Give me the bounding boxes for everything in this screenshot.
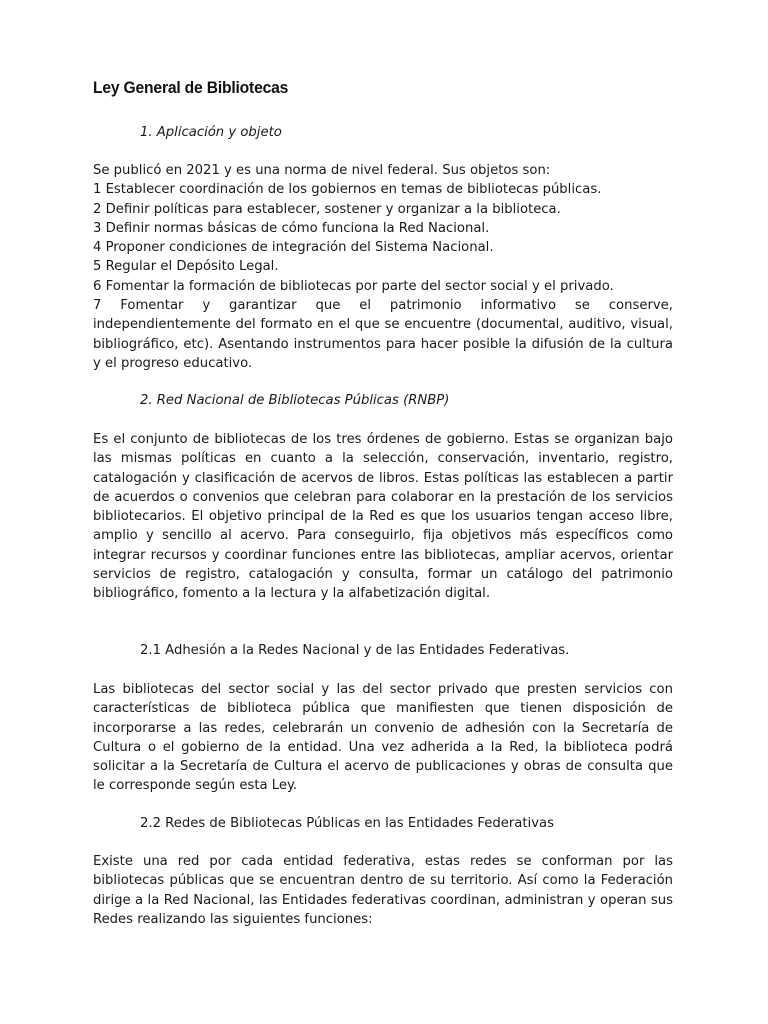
objective-item-2: 2 Definir políticas para establecer, sostener y organizar a la biblioteca.	[93, 201, 561, 217]
objective-item-7: 7 Fomentar y garantizar que el patrimonio informativo se conserve, independientemente del formato en el que se encuentre (documental, auditivo, visual, bibliográfico, etc). Asentando instrumentos para hacer posible la difusión de la cultura y el progreso educativo.	[93, 298, 673, 371]
objective-item-5: 5 Regular el Depósito Legal.	[93, 259, 279, 275]
objectives-intro: Se publicó en 2021 y es una norma de nivel federal. Sus objetos son:	[93, 163, 551, 178]
section-heading-1: 1. Aplicación y objeto	[140, 125, 282, 140]
objective-item-4: 4 Proponer condiciones de integración del Sistema Nacional.	[93, 240, 494, 256]
document-title: Ley General de Bibliotecas	[93, 78, 289, 97]
objective-item-3: 3 Definir normas básicas de cómo funciona la Red Nacional.	[93, 220, 490, 236]
section-2-body: Es el conjunto de bibliotecas de los tres órdenes de gobierno. Estas se organizan bajo las mismas políticas en cuanto a la selección, conservación, inventario, registro, catalogación y clasificación de acervos de libros. Estas políticas las establecen a partir de acuerdos o convenios que celebran para colaborar en la prestación de los servicios bibliotecarios. El objetivo principal de la Red es que los usuarios tengan acceso libre, amplio y sencillo al acervo. Para conseguirlo, fija objetivos más específicos como integrar recursos y coordinar funciones entre las bibliotecas, ampliar acervos, orientar servicios de registro, catalogación y consulta, formar un catálogo del patrimonio bibliográfico, fomento a la lectura y la alfabetización digital.	[93, 432, 673, 602]
objectives-list	[93, 161, 673, 373]
section-2-1-body: Las bibliotecas del sector social y las del sector privado que presten servicios con características de biblioteca pública que manifiesten que tienen disposición de incorporarse a las redes, celebrarán un convenio de adhesión con la Secretaría de Cultura o el gobierno de la entidad. Una vez adherida a la Red, la biblioteca podrá solicitar a la Secretaría de Cultura el acervo de publicaciones y obras de consulta que le corresponde según esta Ley.	[93, 682, 673, 794]
section-heading-2-1: 2.1 Adhesión a la Redes Nacional y de las Entidades Federativas.	[140, 643, 570, 658]
objective-item-1: 1 Establecer coordinación de los gobiernos en temas de bibliotecas públicas.	[93, 182, 602, 198]
section-2-2-body: Existe una red por cada entidad federativa, estas redes se conforman por las bibliotecas públicas que se encuentran dentro de su territorio. Así como la Federación dirige a la Red Nacional, las Entidades federativas coordinan, administran y operan sus Redes realizando las siguientes funciones:	[93, 854, 673, 927]
objective-item-6: 6 Fomentar la formación de bibliotecas por parte del sector social y el privado.	[93, 278, 614, 294]
section-heading-2: 2. Red Nacional de Bibliotecas Públicas (RNBP)	[140, 393, 450, 408]
section-heading-2-2: 2.2 Redes de Bibliotecas Públicas en las Entidades Federativas	[140, 816, 554, 831]
